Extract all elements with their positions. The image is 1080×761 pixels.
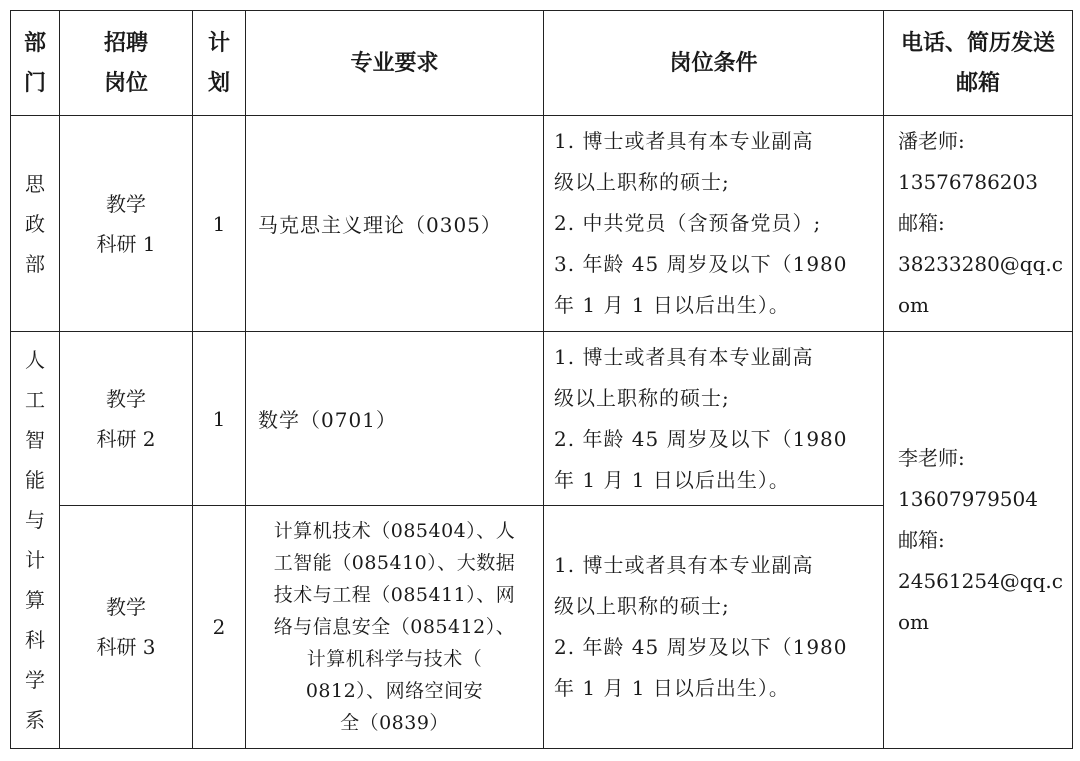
conditions-cell: 1. 博士或者具有本专业副高 级以上职称的硕士; 2. 年龄 45 周岁及以下（1980 年 1 月 1 日以后出生）。 xyxy=(544,506,884,749)
header-plan: 计 划 xyxy=(193,11,246,116)
recruitment-table-frame xyxy=(10,10,1072,750)
plan-cell: 1 xyxy=(193,116,246,332)
position-cell: 教学 科研 3 xyxy=(60,506,193,749)
header-position: 招聘 岗位 xyxy=(60,11,193,116)
table-row xyxy=(11,332,1073,506)
major-cell: 数学（0701） xyxy=(246,332,544,506)
dept-cell: 人 工 智 能 与 计 算 科 学 系 xyxy=(11,332,60,749)
contact-cell: 李老师: 13607979504 邮箱: 24561254@qq.c om xyxy=(884,332,1073,749)
dept-cell: 思 政 部 xyxy=(11,116,60,332)
major-cell: 马克思主义理论（0305） xyxy=(246,116,544,332)
header-contact: 电话、简历发送 邮箱 xyxy=(884,11,1073,116)
position-cell: 教学 科研 2 xyxy=(60,332,193,506)
plan-cell: 2 xyxy=(193,506,246,749)
table-row xyxy=(11,116,1073,332)
header-conditions: 岗位条件 xyxy=(544,11,884,116)
recruitment-table xyxy=(10,10,1073,749)
position-cell: 教学 科研 1 xyxy=(60,116,193,332)
contact-cell: 潘老师: 13576786203 邮箱: 38233280@qq.c om xyxy=(884,116,1073,332)
header-dept: 部 门 xyxy=(11,11,60,116)
major-cell: 计算机技术（085404）、人 工智能（085410）、大数据 技术与工程（085411）、网 络与信息安全（085412）、 计算机科学与技术（ 0812）、网络空间安 全（0839） xyxy=(246,506,544,749)
conditions-cell: 1. 博士或者具有本专业副高 级以上职称的硕士; 2. 中共党员（含预备党员）; 3. 年龄 45 周岁及以下（1980 年 1 月 1 日以后出生）。 xyxy=(544,116,884,332)
header-row xyxy=(11,11,1073,116)
conditions-cell: 1. 博士或者具有本专业副高 级以上职称的硕士; 2. 年龄 45 周岁及以下（1980 年 1 月 1 日以后出生）。 xyxy=(544,332,884,506)
header-major: 专业要求 xyxy=(246,11,544,116)
plan-cell: 1 xyxy=(193,332,246,506)
